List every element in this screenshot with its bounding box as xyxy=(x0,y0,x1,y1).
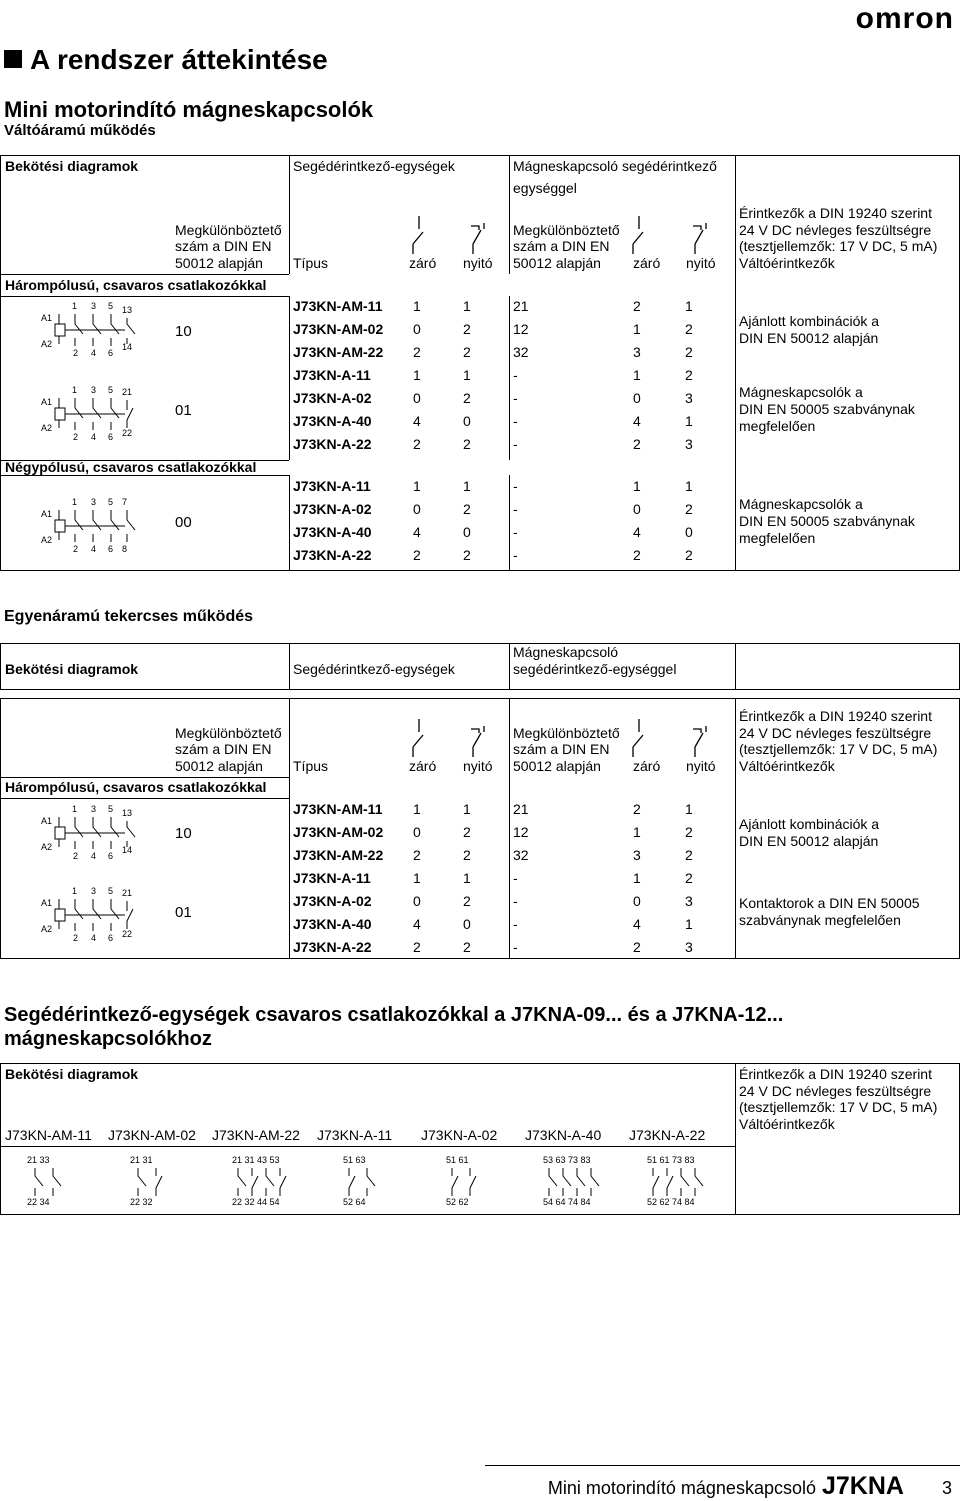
header-contacts-4: Váltóérintkezők xyxy=(739,758,835,774)
cell-cno: 4 xyxy=(633,413,641,429)
header-contacts-1: Érintkezők a DIN 19240 szerint xyxy=(739,708,932,724)
cell-no: 1 xyxy=(413,367,421,383)
group-three-pole: Hárompólusú, csavaros csatlakozókkal xyxy=(5,779,267,795)
aux-terminal-bottom: 54 64 74 84 xyxy=(543,1197,591,1207)
label-a2: A2 xyxy=(41,535,53,545)
cell-type: J73KN-A-22 xyxy=(293,939,372,955)
aux-unit-type: J73KN-A-11 xyxy=(317,1127,393,1143)
header-contacts-2: 24 V DC névleges feszültségre xyxy=(739,725,932,741)
cell-id: - xyxy=(513,413,518,429)
cell-id: - xyxy=(513,547,518,563)
code-01: 01 xyxy=(175,402,192,419)
no-contact-icon xyxy=(409,719,429,757)
cell-id: 32 xyxy=(513,344,529,360)
cell-type: J73KN-A-02 xyxy=(293,893,372,909)
aux-caption xyxy=(4,1003,783,1051)
cell-cnc: 2 xyxy=(685,344,693,360)
header-ident-3: 50012 alapján xyxy=(175,758,263,774)
header-ident-3b: 50012 alapján xyxy=(513,758,601,774)
cell-type: J73KN-A-02 xyxy=(293,501,372,517)
section-title: Mini motorindító mágneskapcsolók xyxy=(4,97,374,122)
cell-nc: 0 xyxy=(463,413,471,429)
label-p5: 5 xyxy=(108,301,114,311)
code-01: 01 xyxy=(175,904,192,921)
aux-terminal-bottom: 22 34 xyxy=(27,1197,50,1207)
cell-nc: 2 xyxy=(463,847,471,863)
header-contactor-aux-1: Mágneskapcsoló xyxy=(513,644,619,660)
label-a1: A1 xyxy=(41,313,53,323)
cell-cnc: 2 xyxy=(685,847,693,863)
cell-id: - xyxy=(513,524,518,540)
label-p14: 14 xyxy=(122,845,133,855)
cell-cno: 2 xyxy=(633,547,641,563)
wiring-diagram-01 xyxy=(41,384,151,442)
note-text: Mágneskapcsolók a xyxy=(739,384,863,400)
label-p4: 4 xyxy=(91,544,97,554)
aux-terminal-top: 21 33 xyxy=(27,1155,50,1165)
cell-no: 0 xyxy=(413,321,421,337)
cell-type: J73KN-A-11 xyxy=(293,367,371,383)
cell-cno: 1 xyxy=(633,824,641,840)
cell-type: J73KN-AM-02 xyxy=(293,321,384,337)
label-p14: 14 xyxy=(122,342,133,352)
cell-nc: 1 xyxy=(463,801,471,817)
label-a2: A2 xyxy=(41,339,53,349)
cell-nc: 2 xyxy=(463,893,471,909)
cell-cno: 2 xyxy=(633,298,641,314)
note-text: DIN EN 50012 alapján xyxy=(739,330,879,346)
header-ident-3b: 50012 alapján xyxy=(513,255,601,271)
header-nc: nyitó xyxy=(463,255,493,271)
cell-nc: 0 xyxy=(463,524,471,540)
label-p1: 1 xyxy=(72,301,78,311)
label-a2: A2 xyxy=(41,924,53,934)
aux-terminal-bottom: 52 62 xyxy=(446,1197,469,1207)
cell-type: J73KN-A-22 xyxy=(293,436,372,452)
cell-type: J73KN-AM-22 xyxy=(293,344,384,360)
label-a2: A2 xyxy=(41,423,53,433)
cell-cno: 0 xyxy=(633,893,641,909)
label-p2: 2 xyxy=(73,933,79,943)
header-nc-b: nyitó xyxy=(686,758,716,774)
cell-cno: 1 xyxy=(633,478,641,494)
cell-id: 12 xyxy=(513,824,529,840)
cell-cnc: 2 xyxy=(685,321,693,337)
code-00: 00 xyxy=(175,514,192,531)
aux-unit-type: J73KN-A-02 xyxy=(421,1127,498,1143)
cell-cno: 4 xyxy=(633,916,641,932)
cell-id: - xyxy=(513,478,518,494)
label-p2: 2 xyxy=(73,851,79,861)
label-p2: 2 xyxy=(73,348,79,358)
cell-cnc: 0 xyxy=(685,524,693,540)
cell-cno: 2 xyxy=(633,436,641,452)
header-no: záró xyxy=(409,255,437,271)
code-10: 10 xyxy=(175,825,192,842)
cell-nc: 1 xyxy=(463,367,471,383)
aux-unit-type: J73KN-A-22 xyxy=(629,1127,706,1143)
aux-unit-type: J73KN-AM-02 xyxy=(108,1127,196,1143)
ac-table xyxy=(0,155,960,571)
label-p4: 4 xyxy=(91,851,97,861)
label-p22: 22 xyxy=(122,929,133,939)
label-p21: 21 xyxy=(122,888,133,898)
label-p3: 3 xyxy=(91,497,97,507)
header-contacts-3: (tesztjellemzők: 17 V DC, 5 mA) xyxy=(739,238,938,254)
label-p4: 4 xyxy=(91,348,97,358)
cell-type: J73KN-AM-22 xyxy=(293,847,384,863)
footer-series: Mini motorindító mágneskapcsoló xyxy=(547,1478,816,1498)
omron-logo: omron xyxy=(855,2,954,35)
cell-nc: 2 xyxy=(463,939,471,955)
cell-id: - xyxy=(513,390,518,406)
cell-nc: 2 xyxy=(463,344,471,360)
cell-type: J73KN-A-02 xyxy=(293,390,372,406)
cell-no: 0 xyxy=(413,390,421,406)
cell-cno: 4 xyxy=(633,524,641,540)
cell-no: 4 xyxy=(413,413,421,429)
cell-cnc: 1 xyxy=(685,916,693,932)
footer-model: J7KNA xyxy=(822,1472,904,1500)
header-nc: nyitó xyxy=(463,758,493,774)
aux-terminal-bottom: 22 32 xyxy=(130,1197,153,1207)
cell-id: 21 xyxy=(513,298,529,314)
header-ident-3: 50012 alapján xyxy=(175,255,263,271)
no-contact-icon xyxy=(409,216,429,254)
page-title-text: A rendszer áttekintése xyxy=(30,44,328,75)
label-p6: 6 xyxy=(108,432,114,442)
wiring-diagram-01 xyxy=(41,885,151,943)
cell-nc: 0 xyxy=(463,916,471,932)
aux-terminal-top: 51 61 73 83 xyxy=(647,1155,695,1165)
cell-cnc: 1 xyxy=(685,413,693,429)
no-contact-icon xyxy=(629,216,649,254)
wiring-diagram-10 xyxy=(41,300,151,358)
cell-id: - xyxy=(513,367,518,383)
dc-table xyxy=(0,698,960,959)
cell-cnc: 3 xyxy=(685,939,693,955)
label-p1: 1 xyxy=(72,804,78,814)
aux-terminal-top: 21 31 43 53 xyxy=(232,1155,280,1165)
nc-contact-icon xyxy=(689,216,711,254)
cell-type: J73KN-A-11 xyxy=(293,870,371,886)
cell-no: 2 xyxy=(413,847,421,863)
header-type: Típus xyxy=(293,758,329,774)
label-p13: 13 xyxy=(122,808,133,818)
note-text: DIN EN 50005 szabványnak xyxy=(739,513,915,529)
cell-type: J73KN-A-40 xyxy=(293,413,372,429)
header-no-b: záró xyxy=(633,758,661,774)
label-p7: 7 xyxy=(122,497,128,507)
nc-contact-icon xyxy=(689,719,711,757)
cell-no: 2 xyxy=(413,547,421,563)
cell-no: 0 xyxy=(413,501,421,517)
header-ident-2b: szám a DIN EN xyxy=(513,741,610,757)
cell-type: J73KN-A-22 xyxy=(293,547,372,563)
cell-id: 21 xyxy=(513,801,529,817)
aux-terminal-bottom: 52 64 xyxy=(343,1197,366,1207)
cell-id: - xyxy=(513,916,518,932)
cell-nc: 2 xyxy=(463,390,471,406)
aux-terminal-top: 51 61 xyxy=(446,1155,469,1165)
group-three-pole: Hárompólusú, csavaros csatlakozókkal xyxy=(5,277,267,293)
header-contactor-aux-1: Mágneskapcsoló segédérintkező xyxy=(513,158,717,174)
cell-cno: 0 xyxy=(633,501,641,517)
header-contacts-3: (tesztjellemzők: 17 V DC, 5 mA) xyxy=(739,741,938,757)
footer-rule xyxy=(485,1465,960,1466)
title-bullet-icon xyxy=(4,50,22,68)
label-p3: 3 xyxy=(91,804,97,814)
label-p3: 3 xyxy=(91,385,97,395)
header-ident-2: szám a DIN EN xyxy=(175,238,272,254)
label-p4: 4 xyxy=(91,432,97,442)
label-p6: 6 xyxy=(108,348,114,358)
header-ident-1b: Megkülönböztető xyxy=(513,222,620,238)
cell-id: - xyxy=(513,436,518,452)
cell-id: - xyxy=(513,870,518,886)
cell-cnc: 2 xyxy=(685,501,693,517)
aux-unit-type: J73KN-AM-22 xyxy=(212,1127,300,1143)
label-p1: 1 xyxy=(72,886,78,896)
header-contactor-aux-2: segédérintkező-egységgel xyxy=(513,661,677,677)
label-a2: A2 xyxy=(41,842,53,852)
cell-cno: 2 xyxy=(633,939,641,955)
dc-caption: Egyenáramú tekercses működés xyxy=(4,608,254,625)
header-no: záró xyxy=(409,758,437,774)
label-p5: 5 xyxy=(108,886,114,896)
label-a1: A1 xyxy=(41,898,53,908)
cell-cnc: 2 xyxy=(685,547,693,563)
cell-no: 0 xyxy=(413,824,421,840)
note-text: megfelelően xyxy=(739,418,816,434)
cell-cnc: 1 xyxy=(685,478,693,494)
cell-type: J73KN-A-11 xyxy=(293,478,371,494)
label-a1: A1 xyxy=(41,397,53,407)
cell-no: 0 xyxy=(413,893,421,909)
aux-unit-type: J73KN-A-40 xyxy=(525,1127,602,1143)
label-a1: A1 xyxy=(41,816,53,826)
header-wiring: Bekötési diagramok xyxy=(5,661,139,677)
wiring-diagram-00 xyxy=(41,496,151,554)
cell-type: J73KN-AM-02 xyxy=(293,824,384,840)
code-10: 10 xyxy=(175,323,192,340)
cell-no: 2 xyxy=(413,344,421,360)
header-contactor-aux-2: egységgel xyxy=(513,180,577,196)
cell-nc: 2 xyxy=(463,547,471,563)
label-p3: 3 xyxy=(91,886,97,896)
cell-id: - xyxy=(513,939,518,955)
header-contacts-2: 24 V DC névleges feszültségre xyxy=(739,222,932,238)
aux-table xyxy=(0,1063,960,1215)
ac-caption: Váltóáramú működés xyxy=(4,122,156,139)
header-ident-2: szám a DIN EN xyxy=(175,741,272,757)
cell-cnc: 1 xyxy=(685,801,693,817)
aux-terminal-top: 21 31 xyxy=(130,1155,153,1165)
header-contacts-1: Érintkezők a DIN 19240 szerint xyxy=(739,205,932,221)
label-a1: A1 xyxy=(41,509,53,519)
label-p6: 6 xyxy=(108,544,114,554)
cell-no: 1 xyxy=(413,870,421,886)
header-no-b: záró xyxy=(633,255,661,271)
label-p8: 8 xyxy=(122,544,128,554)
cell-nc: 2 xyxy=(463,321,471,337)
note-text: Ajánlott kombinációk a xyxy=(739,313,880,329)
label-p21: 21 xyxy=(122,387,133,397)
header-contacts-3: (tesztjellemzők: 17 V DC, 5 mA) xyxy=(739,1099,938,1115)
dc-header-box xyxy=(0,643,960,690)
cell-no: 2 xyxy=(413,436,421,452)
cell-cnc: 3 xyxy=(685,893,693,909)
header-ident-1b: Megkülönböztető xyxy=(513,725,620,741)
cell-type: J73KN-A-40 xyxy=(293,524,372,540)
nc-contact-icon xyxy=(467,719,489,757)
aux-unit-type: J73KN-AM-11 xyxy=(5,1127,92,1143)
cell-cno: 1 xyxy=(633,870,641,886)
label-p5: 5 xyxy=(108,804,114,814)
header-wiring: Bekötési diagramok xyxy=(5,158,139,174)
label-p1: 1 xyxy=(72,385,78,395)
cell-cnc: 2 xyxy=(685,824,693,840)
note-text: megfelelően xyxy=(739,530,816,546)
note-text: Mágneskapcsolók a xyxy=(739,496,863,512)
cell-no: 1 xyxy=(413,298,421,314)
cell-nc: 1 xyxy=(463,298,471,314)
cell-cno: 3 xyxy=(633,847,641,863)
cell-no: 4 xyxy=(413,916,421,932)
cell-type: J73KN-AM-11 xyxy=(293,298,383,314)
cell-id: 12 xyxy=(513,321,529,337)
label-p5: 5 xyxy=(108,497,114,507)
wiring-diagram-10 xyxy=(41,803,151,861)
cell-cnc: 3 xyxy=(685,436,693,452)
cell-type: J73KN-A-40 xyxy=(293,916,372,932)
note-text: DIN EN 50012 alapján xyxy=(739,833,879,849)
header-contacts-4: Váltóérintkezők xyxy=(739,1116,835,1132)
page-title xyxy=(4,44,328,76)
header-wiring: Bekötési diagramok xyxy=(5,1066,139,1082)
label-p13: 13 xyxy=(122,305,133,315)
cell-cno: 1 xyxy=(633,367,641,383)
header-aux-units: Segédérintkező-egységek xyxy=(293,661,455,677)
label-p4: 4 xyxy=(91,933,97,943)
cell-no: 1 xyxy=(413,478,421,494)
cell-cno: 0 xyxy=(633,390,641,406)
aux-terminal-bottom: 22 32 44 54 xyxy=(232,1197,280,1207)
header-aux-units: Segédérintkező-egységek xyxy=(293,158,455,174)
aux-terminal-top: 51 63 xyxy=(343,1155,366,1165)
cell-nc: 2 xyxy=(463,436,471,452)
cell-no: 2 xyxy=(413,939,421,955)
cell-nc: 2 xyxy=(463,501,471,517)
note-text: Ajánlott kombinációk a xyxy=(739,816,880,832)
note-text: szabványnak megfelelően xyxy=(739,912,901,928)
header-contacts-4: Váltóérintkezők xyxy=(739,255,835,271)
cell-nc: 1 xyxy=(463,478,471,494)
aux-caption-line1: Segédérintkező-egységek csavaros csatlakozókkal a J7KNA-09... és a J7KNA-12... xyxy=(4,1004,784,1026)
header-contacts-1: Érintkezők a DIN 19240 szerint xyxy=(739,1066,932,1082)
cell-id: - xyxy=(513,501,518,517)
label-p2: 2 xyxy=(73,544,79,554)
cell-no: 4 xyxy=(413,524,421,540)
header-ident-1: Megkülönböztető xyxy=(175,222,282,238)
cell-cnc: 3 xyxy=(685,390,693,406)
nc-contact-icon xyxy=(467,216,489,254)
note-text: Kontaktorok a DIN EN 50005 xyxy=(739,895,920,911)
cell-id: - xyxy=(513,893,518,909)
footer xyxy=(548,1472,952,1501)
header-contacts-2: 24 V DC névleges feszültségre xyxy=(739,1083,932,1099)
aux-terminal-top: 53 63 73 83 xyxy=(543,1155,591,1165)
cell-nc: 1 xyxy=(463,870,471,886)
header-type: Típus xyxy=(293,255,329,271)
label-p1: 1 xyxy=(72,497,78,507)
header-ident-1: Megkülönböztető xyxy=(175,725,282,741)
cell-cno: 3 xyxy=(633,344,641,360)
cell-cnc: 2 xyxy=(685,870,693,886)
note-text: DIN EN 50005 szabványnak xyxy=(739,401,915,417)
no-contact-icon xyxy=(629,719,649,757)
page-number: 3 xyxy=(941,1478,952,1498)
label-p6: 6 xyxy=(108,851,114,861)
cell-cnc: 1 xyxy=(685,298,693,314)
cell-cno: 2 xyxy=(633,801,641,817)
cell-cnc: 2 xyxy=(685,367,693,383)
header-nc-b: nyitó xyxy=(686,255,716,271)
label-p5: 5 xyxy=(108,385,114,395)
cell-no: 1 xyxy=(413,801,421,817)
cell-nc: 2 xyxy=(463,824,471,840)
aux-terminal-bottom: 52 62 74 84 xyxy=(647,1197,695,1207)
cell-id: 32 xyxy=(513,847,529,863)
label-p22: 22 xyxy=(122,428,133,438)
group-four-pole: Négypólusú, csavaros csatlakozókkal xyxy=(5,459,257,475)
label-p3: 3 xyxy=(91,301,97,311)
header-ident-2b: szám a DIN EN xyxy=(513,238,610,254)
aux-caption-line2: mágneskapcsolókhoz xyxy=(4,1028,212,1050)
label-p6: 6 xyxy=(108,933,114,943)
label-p2: 2 xyxy=(73,432,79,442)
cell-cno: 1 xyxy=(633,321,641,337)
cell-type: J73KN-AM-11 xyxy=(293,801,383,817)
